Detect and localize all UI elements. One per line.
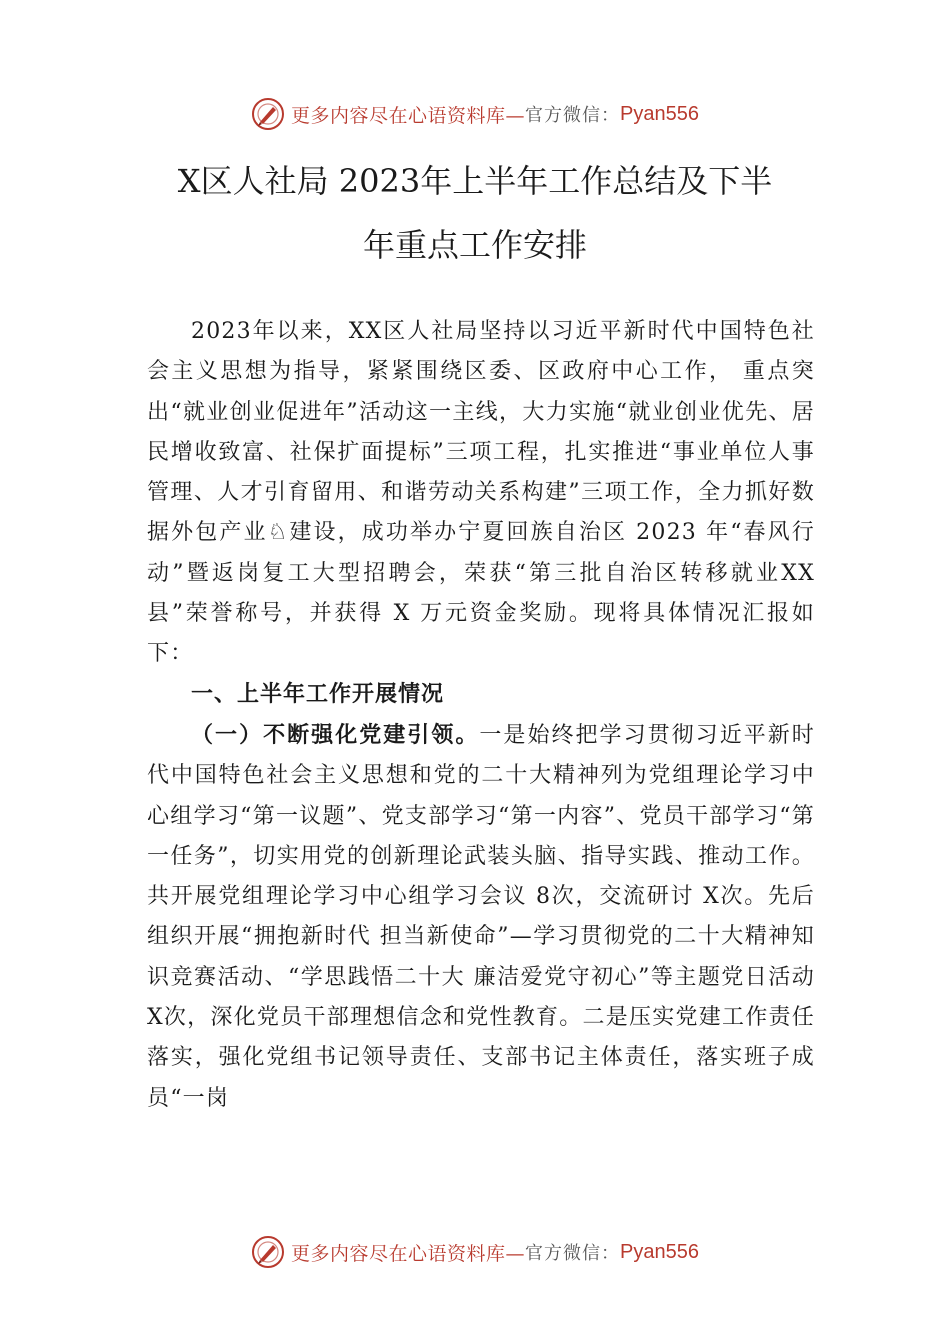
item-label: （一）不断强化党建引领。 bbox=[191, 721, 480, 748]
wechat-id: Pyan556 bbox=[620, 102, 699, 125]
document-title-line2: 年重点工作安排 bbox=[362, 226, 587, 264]
wechat-label: 官方微信： bbox=[525, 1243, 621, 1264]
header-watermark-banner bbox=[0, 94, 950, 134]
wechat-label: 官方微信： bbox=[525, 105, 621, 126]
document-body bbox=[147, 312, 815, 1119]
intro-paragraph: 2023年以来，XX区人社局坚持以习近平新时代中国特色社会主义思想为指导，紧紧围绕区委、区政府中心工作， 重点突出“就业创业促进年”活动这一主线，大力实施“就业创业优先、居民增收致富、社保扩面提标”三项工程，扎实推进“事业单位人事管理、人才引育留用、和谐劳动关系构建”三项工作，全力抓好数据外包产业♘建设，成功举办宁夏回族自治区 2023 年“春风行动”暨返岗复工大型招聘会，荣获“第三批自治区转移就业XX县”荣誉称号，并获得 X 万元资金奖励。现将具体情况汇报如下： bbox=[147, 319, 815, 667]
document-title-line1: X区人社局 2023年上半年工作总结及下半 bbox=[177, 162, 773, 200]
wechat-id: Pyan556 bbox=[620, 1240, 699, 1263]
pen-logo-icon bbox=[251, 97, 285, 131]
section-heading: 一、上半年工作开展情况 bbox=[191, 681, 445, 707]
item-text: 一是始终把学习贯彻习近平新时代中国特色社会主义思想和党的二十大精神列为党组理论学习中心组学习“第一议题”、党支部学习“第一内容”、党员干部学习“第一任务”，切实用党的创新理论武装头脑、指导实践、推动工作。共开展党组理论学习中心组学习会议 8次，交流研讨 X次。先后组织开展“拥抱新时代 担当新使命”—学习贯彻党的二十大精神知识竞赛活动、“学思践悟二十大 廉洁爱党守初心”等主题党日活动 X次，深化党员干部理想信念和党性教育。二是压实党建工作责任落实，强化党组书记领导责任、支部书记主体责任，落实班子成员“一岗 bbox=[147, 722, 815, 1111]
footer-watermark-banner bbox=[0, 1232, 950, 1272]
promo-text: 更多内容尽在心语资料库— bbox=[291, 104, 526, 127]
promo-text: 更多内容尽在心语资料库— bbox=[291, 1242, 526, 1265]
pen-logo-icon bbox=[251, 1235, 285, 1269]
item-paragraph bbox=[147, 715, 815, 1119]
